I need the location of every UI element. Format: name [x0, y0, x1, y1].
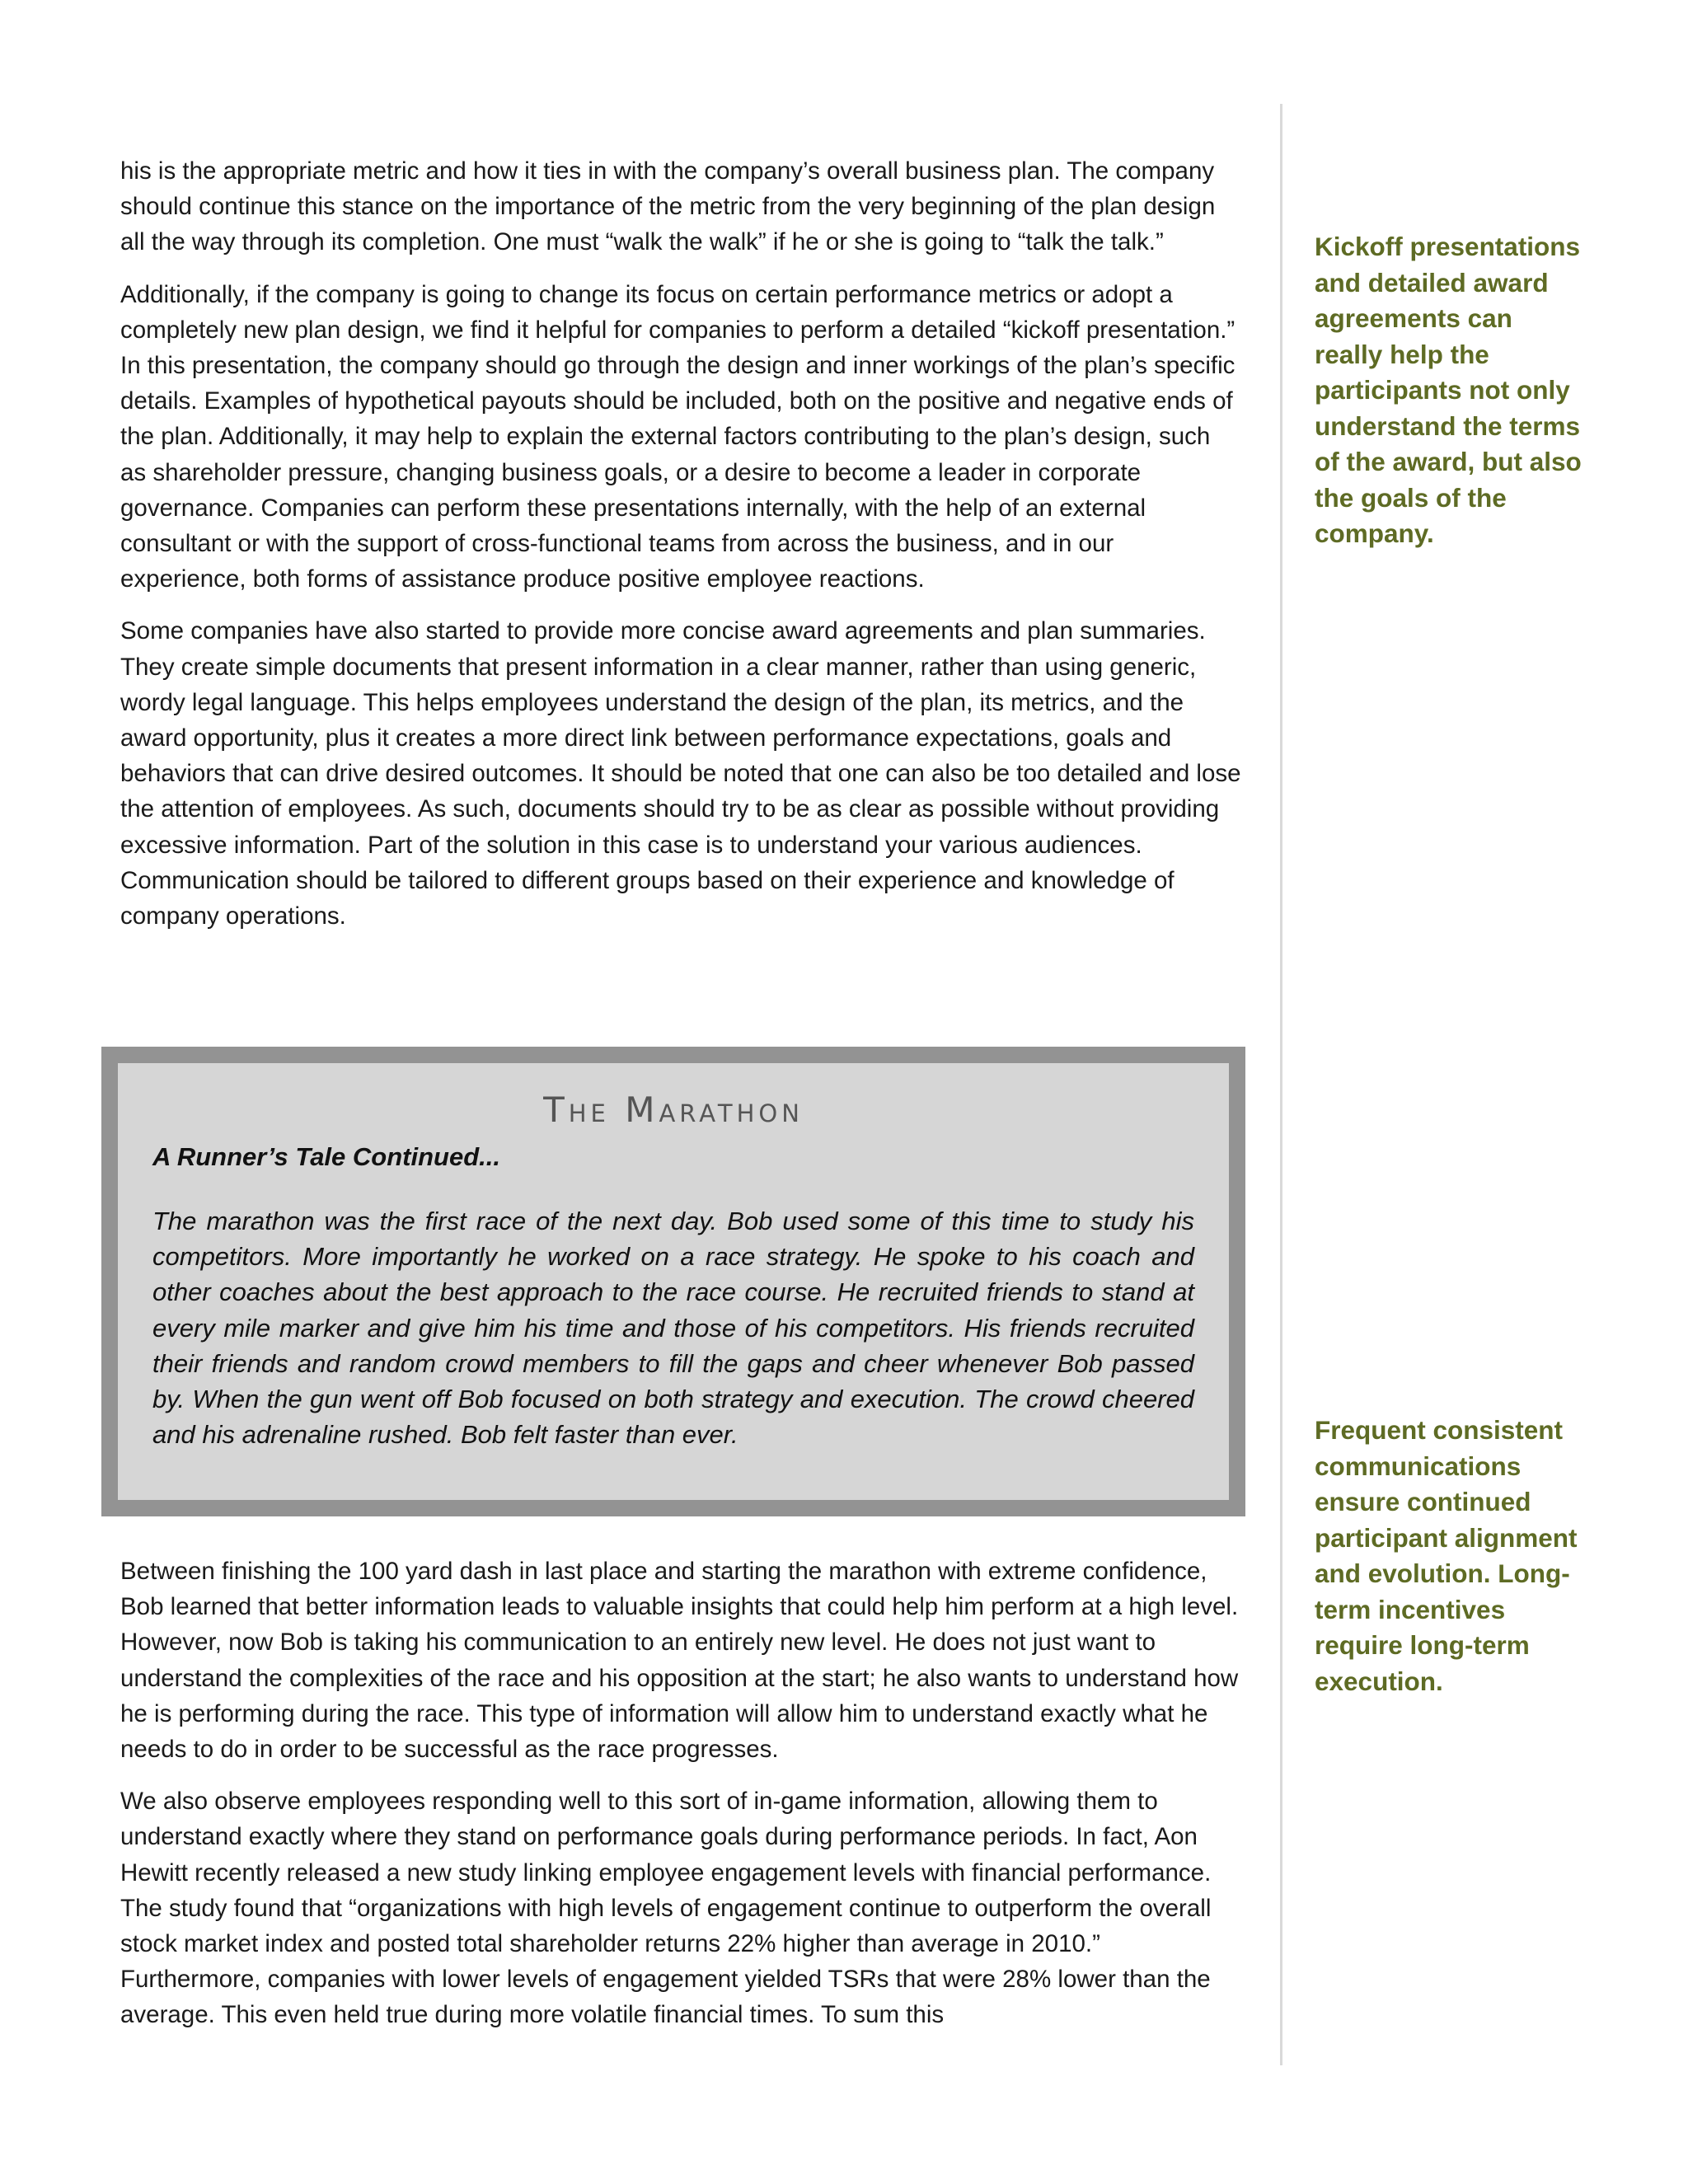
lower-text-column	[120, 1554, 1241, 2050]
main-text-column	[120, 153, 1241, 950]
body-paragraph-4: Between finishing the 100 yard dash in last place and starting the marathon with extreme confidence, Bob learned that better information leads to valuable insights that could help him perform at a high level. However, now Bob is taking his communication to an entirely new level. He does not just want to understand the complexities of the race and his opposition at the start; he also wants to understand how he is performing during the race. This type of information will allow him to understand exactly what he needs to do in order to be successful as the race progresses.	[120, 1558, 1239, 1764]
body-paragraph-5: We also observe employees responding well to this sort of in-game information, allowing them to understand exactly where they stand on performance goals during performance periods. In fact, Aon Hewitt recently released a new study linking employee engagement levels with financial performance. The study found that “organizations with high levels of engagement continue to outperform the overall stock market index and posted total shareholder returns 22% higher than average in 2010.” Furthermore, companies with lower levels of engagement yielded TSRs that were 28% lower than the average. This even held true during more volatile financial times. To sum this	[120, 1788, 1212, 2029]
story-subtitle: A Runner’s Tale Continued...	[152, 1142, 500, 1171]
story-title: The Marathon	[543, 1090, 804, 1130]
body-paragraph-1: his is the appropriate metric and how it ties in with the company’s overall business plan. The company should continue this stance on the importance of the metric from the very beginning of the plan design all the way through its completion. One must “walk the walk” if he or she is going to “talk the talk.”	[120, 157, 1216, 256]
sidebar-callout-kickoff: Kickoff presentations and detailed award agreements can really help the participants not only understand the terms of the award, but also the goals of the company.	[1315, 232, 1582, 548]
sidebar-divider	[1280, 104, 1282, 2065]
body-paragraph-2: Additionally, if the company is going to change its focus on certain performance metrics or adopt a completely new plan design, we find it helpful for companies to perform a detailed “kickoff presentation.” In this presentation, the company should go through the design and inner workings of the plan’s specific details. Examples of hypothetical payouts should be included, both on the positive and negative ends of the plan. Additionally, it may help to explain the external factors contributing to the plan’s design, such as shareholder pressure, changing business goals, or a desire to become a leader in corporate governance. Companies can perform these presentations internally, with the help of an external consultant or with the support of cross-functional teams from across the business, and in our experience, both forms of assistance produce positive employee reactions.	[120, 280, 1236, 593]
sidebar-callout-communications: Frequent consistent communications ensure continued participant alignment and evolution. Long-term incentives require long-term execution.	[1315, 1415, 1578, 1696]
marathon-story-box	[101, 1047, 1245, 1516]
body-paragraph-3: Some companies have also started to provide more concise award agreements and plan summaries. They create simple documents that present information in a clear manner, rather than using generic, wordy legal language. This helps employees understand the design of the plan, its metrics, and the award opportunity, plus it creates a more direct link between performance expectations, goals and behaviors that can drive desired outcomes. It should be noted that one can also be too detailed and lose the attention of employees. As such, documents should try to be as clear as possible without providing excessive information. Part of the solution in this case is to understand your various audiences. Communication should be tailored to different groups based on their experience and knowledge of company operations.	[120, 617, 1241, 930]
story-body: The marathon was the first race of the next day. Bob used some of this time to study his competitors. More importantly he worked on a race strategy. He spoke to his coach and other coaches about the best approach to the race course. He recruited friends to stand at every mile marker and give him his time and those of his competitors. His friends recruited their friends and random crowd members to fill the gaps and cheer whenever Bob passed by. When the gun went off Bob focused on both strategy and execution. The crowd cheered and his adrenaline rushed. Bob felt faster than ever.	[152, 1207, 1194, 1450]
